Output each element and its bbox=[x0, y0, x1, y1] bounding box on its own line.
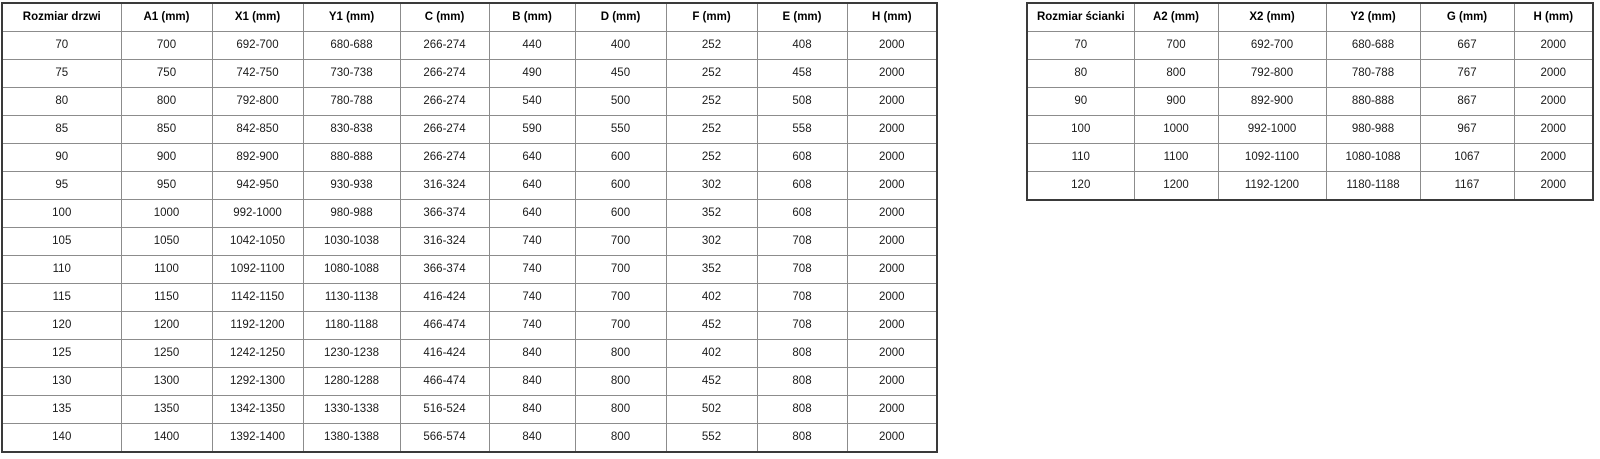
table-row bbox=[1027, 88, 1593, 116]
table-cell: 266-274 bbox=[400, 32, 489, 60]
table-cell: 400 bbox=[575, 32, 666, 60]
table-cell: 502 bbox=[666, 396, 757, 424]
wall-size-table bbox=[1026, 2, 1594, 201]
table-cell: 880-888 bbox=[303, 144, 400, 172]
table-cell: 1200 bbox=[1134, 172, 1218, 201]
table-cell: 550 bbox=[575, 116, 666, 144]
table-row bbox=[1027, 144, 1593, 172]
door-table-header-row bbox=[2, 3, 937, 32]
table-cell: 840 bbox=[489, 424, 575, 453]
table-cell: 980-988 bbox=[1326, 116, 1420, 144]
table-cell: 700 bbox=[575, 256, 666, 284]
table-cell: 780-788 bbox=[303, 88, 400, 116]
table-cell: 950 bbox=[121, 172, 212, 200]
table-cell: 1242-1250 bbox=[212, 340, 303, 368]
column-header: H (mm) bbox=[847, 3, 937, 32]
table-cell: 75 bbox=[2, 60, 121, 88]
table-cell: 600 bbox=[575, 172, 666, 200]
table-cell: 880-888 bbox=[1326, 88, 1420, 116]
table-cell: 125 bbox=[2, 340, 121, 368]
table-cell: 458 bbox=[757, 60, 847, 88]
table-cell: 930-938 bbox=[303, 172, 400, 200]
table-cell: 1230-1238 bbox=[303, 340, 400, 368]
table-cell: 70 bbox=[1027, 32, 1134, 60]
table-cell: 366-374 bbox=[400, 256, 489, 284]
table-cell: 800 bbox=[575, 340, 666, 368]
table-cell: 740 bbox=[489, 284, 575, 312]
table-cell: 700 bbox=[1134, 32, 1218, 60]
table-cell: 808 bbox=[757, 396, 847, 424]
table-cell: 992-1000 bbox=[1218, 116, 1326, 144]
table-row bbox=[1027, 60, 1593, 88]
table-cell: 558 bbox=[757, 116, 847, 144]
column-header: Rozmiar drzwi bbox=[2, 3, 121, 32]
table-cell: 2000 bbox=[1514, 88, 1593, 116]
table-cell: 2000 bbox=[847, 312, 937, 340]
table-cell: 1000 bbox=[1134, 116, 1218, 144]
table-cell: 750 bbox=[121, 60, 212, 88]
table-cell: 967 bbox=[1420, 116, 1514, 144]
table-cell: 2000 bbox=[847, 368, 937, 396]
table-cell: 466-474 bbox=[400, 312, 489, 340]
table-cell: 608 bbox=[757, 200, 847, 228]
table-cell: 552 bbox=[666, 424, 757, 453]
table-row bbox=[2, 256, 937, 284]
table-cell: 640 bbox=[489, 172, 575, 200]
table-cell: 740 bbox=[489, 312, 575, 340]
table-cell: 1100 bbox=[1134, 144, 1218, 172]
column-header: H (mm) bbox=[1514, 3, 1593, 32]
table-cell: 800 bbox=[121, 88, 212, 116]
table-cell: 416-424 bbox=[400, 284, 489, 312]
table-row bbox=[2, 88, 937, 116]
table-cell: 1400 bbox=[121, 424, 212, 453]
table-cell: 2000 bbox=[847, 60, 937, 88]
table-cell: 452 bbox=[666, 368, 757, 396]
table-cell: 840 bbox=[489, 396, 575, 424]
column-header: Y2 (mm) bbox=[1326, 3, 1420, 32]
table-cell: 115 bbox=[2, 284, 121, 312]
table-row bbox=[2, 144, 937, 172]
table-cell: 800 bbox=[575, 424, 666, 453]
wall-table-header-row bbox=[1027, 3, 1593, 32]
table-cell: 808 bbox=[757, 424, 847, 453]
table-cell: 767 bbox=[1420, 60, 1514, 88]
column-header: E (mm) bbox=[757, 3, 847, 32]
table-cell: 1000 bbox=[121, 200, 212, 228]
column-header: A1 (mm) bbox=[121, 3, 212, 32]
table-cell: 708 bbox=[757, 312, 847, 340]
table-cell: 120 bbox=[2, 312, 121, 340]
table-cell: 740 bbox=[489, 228, 575, 256]
table-cell: 600 bbox=[575, 200, 666, 228]
table-cell: 316-324 bbox=[400, 228, 489, 256]
table-cell: 1180-1188 bbox=[303, 312, 400, 340]
table-cell: 680-688 bbox=[303, 32, 400, 60]
table-row bbox=[1027, 32, 1593, 60]
column-header: C (mm) bbox=[400, 3, 489, 32]
table-cell: 900 bbox=[121, 144, 212, 172]
table-cell: 808 bbox=[757, 368, 847, 396]
table-row bbox=[2, 60, 937, 88]
table-cell: 1142-1150 bbox=[212, 284, 303, 312]
table-cell: 1392-1400 bbox=[212, 424, 303, 453]
table-cell: 80 bbox=[1027, 60, 1134, 88]
table-row bbox=[2, 368, 937, 396]
table-cell: 2000 bbox=[1514, 32, 1593, 60]
table-cell: 708 bbox=[757, 256, 847, 284]
column-header: Y1 (mm) bbox=[303, 3, 400, 32]
column-header: B (mm) bbox=[489, 3, 575, 32]
column-header: X2 (mm) bbox=[1218, 3, 1326, 32]
table-cell: 2000 bbox=[847, 200, 937, 228]
table-cell: 640 bbox=[489, 144, 575, 172]
table-cell: 95 bbox=[2, 172, 121, 200]
table-cell: 608 bbox=[757, 144, 847, 172]
column-header: Rozmiar ścianki bbox=[1027, 3, 1134, 32]
table-cell: 700 bbox=[575, 228, 666, 256]
table-cell: 1192-1200 bbox=[212, 312, 303, 340]
table-cell: 1130-1138 bbox=[303, 284, 400, 312]
table-cell: 130 bbox=[2, 368, 121, 396]
table-cell: 1250 bbox=[121, 340, 212, 368]
table-cell: 500 bbox=[575, 88, 666, 116]
table-cell: 2000 bbox=[1514, 172, 1593, 201]
table-row bbox=[2, 312, 937, 340]
table-cell: 1050 bbox=[121, 228, 212, 256]
table-cell: 450 bbox=[575, 60, 666, 88]
table-cell: 508 bbox=[757, 88, 847, 116]
table-cell: 792-800 bbox=[1218, 60, 1326, 88]
table-cell: 830-838 bbox=[303, 116, 400, 144]
table-cell: 1030-1038 bbox=[303, 228, 400, 256]
table-cell: 2000 bbox=[847, 172, 937, 200]
table-cell: 402 bbox=[666, 340, 757, 368]
table-cell: 100 bbox=[1027, 116, 1134, 144]
table-cell: 842-850 bbox=[212, 116, 303, 144]
table-cell: 70 bbox=[2, 32, 121, 60]
table-cell: 1380-1388 bbox=[303, 424, 400, 453]
table-cell: 105 bbox=[2, 228, 121, 256]
table-cell: 708 bbox=[757, 228, 847, 256]
table-cell: 252 bbox=[666, 144, 757, 172]
table-cell: 302 bbox=[666, 172, 757, 200]
table-cell: 100 bbox=[2, 200, 121, 228]
table-cell: 667 bbox=[1420, 32, 1514, 60]
table-row bbox=[2, 228, 937, 256]
table-cell: 2000 bbox=[847, 228, 937, 256]
table-cell: 892-900 bbox=[1218, 88, 1326, 116]
table-cell: 2000 bbox=[1514, 60, 1593, 88]
table-cell: 942-950 bbox=[212, 172, 303, 200]
table-cell: 2000 bbox=[847, 32, 937, 60]
table-cell: 466-474 bbox=[400, 368, 489, 396]
table-cell: 80 bbox=[2, 88, 121, 116]
table-cell: 366-374 bbox=[400, 200, 489, 228]
table-cell: 266-274 bbox=[400, 116, 489, 144]
table-cell: 2000 bbox=[847, 116, 937, 144]
table-cell: 90 bbox=[1027, 88, 1134, 116]
table-cell: 90 bbox=[2, 144, 121, 172]
table-cell: 2000 bbox=[847, 424, 937, 453]
table-row bbox=[2, 396, 937, 424]
table-cell: 540 bbox=[489, 88, 575, 116]
table-cell: 700 bbox=[575, 312, 666, 340]
table-cell: 1200 bbox=[121, 312, 212, 340]
table-row bbox=[1027, 172, 1593, 201]
table-cell: 1092-1100 bbox=[1218, 144, 1326, 172]
table-cell: 2000 bbox=[847, 256, 937, 284]
table-cell: 85 bbox=[2, 116, 121, 144]
table-cell: 780-788 bbox=[1326, 60, 1420, 88]
table-row bbox=[1027, 116, 1593, 144]
table-cell: 1350 bbox=[121, 396, 212, 424]
table-cell: 252 bbox=[666, 32, 757, 60]
column-header: F (mm) bbox=[666, 3, 757, 32]
table-row bbox=[2, 284, 937, 312]
table-cell: 302 bbox=[666, 228, 757, 256]
table-cell: 2000 bbox=[847, 284, 937, 312]
column-header: G (mm) bbox=[1420, 3, 1514, 32]
table-cell: 252 bbox=[666, 60, 757, 88]
table-cell: 140 bbox=[2, 424, 121, 453]
table-cell: 416-424 bbox=[400, 340, 489, 368]
table-cell: 692-700 bbox=[1218, 32, 1326, 60]
table-cell: 2000 bbox=[847, 396, 937, 424]
table-cell: 440 bbox=[489, 32, 575, 60]
table-cell: 566-574 bbox=[400, 424, 489, 453]
table-cell: 110 bbox=[1027, 144, 1134, 172]
table-cell: 740 bbox=[489, 256, 575, 284]
table-cell: 1067 bbox=[1420, 144, 1514, 172]
table-cell: 266-274 bbox=[400, 60, 489, 88]
table-cell: 135 bbox=[2, 396, 121, 424]
table-cell: 252 bbox=[666, 88, 757, 116]
table-row bbox=[2, 424, 937, 453]
table-cell: 730-738 bbox=[303, 60, 400, 88]
table-cell: 692-700 bbox=[212, 32, 303, 60]
table-cell: 490 bbox=[489, 60, 575, 88]
table-cell: 1180-1188 bbox=[1326, 172, 1420, 201]
table-row bbox=[2, 116, 937, 144]
column-header: D (mm) bbox=[575, 3, 666, 32]
table-cell: 742-750 bbox=[212, 60, 303, 88]
table-cell: 266-274 bbox=[400, 144, 489, 172]
table-cell: 867 bbox=[1420, 88, 1514, 116]
table-cell: 1292-1300 bbox=[212, 368, 303, 396]
table-cell: 1342-1350 bbox=[212, 396, 303, 424]
table-cell: 850 bbox=[121, 116, 212, 144]
table-cell: 980-988 bbox=[303, 200, 400, 228]
table-cell: 808 bbox=[757, 340, 847, 368]
table-cell: 1080-1088 bbox=[1326, 144, 1420, 172]
table-cell: 840 bbox=[489, 368, 575, 396]
column-header: A2 (mm) bbox=[1134, 3, 1218, 32]
table-cell: 1167 bbox=[1420, 172, 1514, 201]
table-cell: 266-274 bbox=[400, 88, 489, 116]
table-cell: 1092-1100 bbox=[212, 256, 303, 284]
table-cell: 700 bbox=[121, 32, 212, 60]
table-cell: 892-900 bbox=[212, 144, 303, 172]
table-cell: 1150 bbox=[121, 284, 212, 312]
table-row bbox=[2, 200, 937, 228]
table-cell: 2000 bbox=[847, 340, 937, 368]
table-cell: 120 bbox=[1027, 172, 1134, 201]
table-cell: 840 bbox=[489, 340, 575, 368]
table-cell: 2000 bbox=[847, 88, 937, 116]
table-cell: 1042-1050 bbox=[212, 228, 303, 256]
table-row bbox=[2, 340, 937, 368]
table-cell: 792-800 bbox=[212, 88, 303, 116]
table-row bbox=[2, 172, 937, 200]
table-cell: 516-524 bbox=[400, 396, 489, 424]
table-cell: 1080-1088 bbox=[303, 256, 400, 284]
table-cell: 110 bbox=[2, 256, 121, 284]
table-cell: 680-688 bbox=[1326, 32, 1420, 60]
table-cell: 608 bbox=[757, 172, 847, 200]
table-cell: 1100 bbox=[121, 256, 212, 284]
column-header: X1 (mm) bbox=[212, 3, 303, 32]
table-cell: 600 bbox=[575, 144, 666, 172]
table-cell: 900 bbox=[1134, 88, 1218, 116]
table-cell: 452 bbox=[666, 312, 757, 340]
table-cell: 1300 bbox=[121, 368, 212, 396]
table-cell: 700 bbox=[575, 284, 666, 312]
table-cell: 352 bbox=[666, 256, 757, 284]
table-cell: 1330-1338 bbox=[303, 396, 400, 424]
table-cell: 992-1000 bbox=[212, 200, 303, 228]
table-cell: 2000 bbox=[1514, 144, 1593, 172]
table-cell: 1192-1200 bbox=[1218, 172, 1326, 201]
table-cell: 800 bbox=[575, 368, 666, 396]
table-row bbox=[2, 32, 937, 60]
table-cell: 640 bbox=[489, 200, 575, 228]
table-cell: 252 bbox=[666, 116, 757, 144]
table-cell: 352 bbox=[666, 200, 757, 228]
table-cell: 708 bbox=[757, 284, 847, 312]
table-cell: 402 bbox=[666, 284, 757, 312]
table-cell: 408 bbox=[757, 32, 847, 60]
door-size-table bbox=[1, 2, 938, 453]
table-cell: 2000 bbox=[847, 144, 937, 172]
table-cell: 800 bbox=[575, 396, 666, 424]
table-cell: 800 bbox=[1134, 60, 1218, 88]
table-cell: 1280-1288 bbox=[303, 368, 400, 396]
table-cell: 2000 bbox=[1514, 116, 1593, 144]
table-cell: 590 bbox=[489, 116, 575, 144]
table-cell: 316-324 bbox=[400, 172, 489, 200]
